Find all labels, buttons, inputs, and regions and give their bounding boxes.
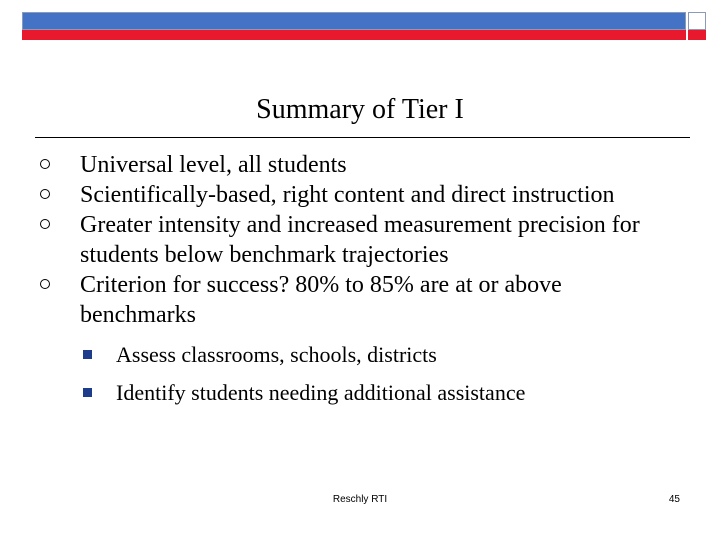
slide-footer: Reschly RTI (332, 494, 388, 505)
header-red-bar (22, 30, 686, 40)
header-corner-square (688, 12, 706, 40)
bullet-text: Criterion for success? 80% to 85% are at or above benchmarks (80, 272, 562, 328)
hollow-circle-icon (40, 219, 50, 229)
corner-square-top (688, 12, 706, 30)
corner-square-bottom (688, 30, 706, 40)
sub-bullet-text: Identify students needing additional assistance (116, 380, 526, 405)
hollow-circle-icon (40, 189, 50, 199)
sub-bullet-item (80, 336, 680, 374)
bullet-item (0, 210, 680, 270)
page-number: 45 (668, 494, 680, 505)
filled-square-icon (83, 388, 92, 397)
title-divider (35, 137, 690, 138)
filled-square-icon (83, 350, 92, 359)
sub-bullet-item (80, 374, 680, 412)
bullet-text: Scientifically-based, right content and direct instruction (80, 182, 615, 208)
hollow-circle-icon (40, 159, 50, 169)
sub-bullet-list (80, 336, 680, 412)
sub-bullet-text: Assess classrooms, schools, districts (116, 342, 437, 367)
slide-title: Summary of Tier I (256, 94, 464, 125)
hollow-circle-icon (40, 279, 50, 289)
header-blue-bar (22, 12, 686, 30)
bullet-text: Universal level, all students (80, 152, 347, 178)
bullet-item (0, 180, 680, 210)
bullet-item (0, 150, 680, 180)
bullet-text: Greater intensity and increased measurement precision for students below benchmark trajectories (80, 212, 640, 268)
bullet-list (0, 150, 720, 412)
bullet-item (0, 270, 680, 412)
